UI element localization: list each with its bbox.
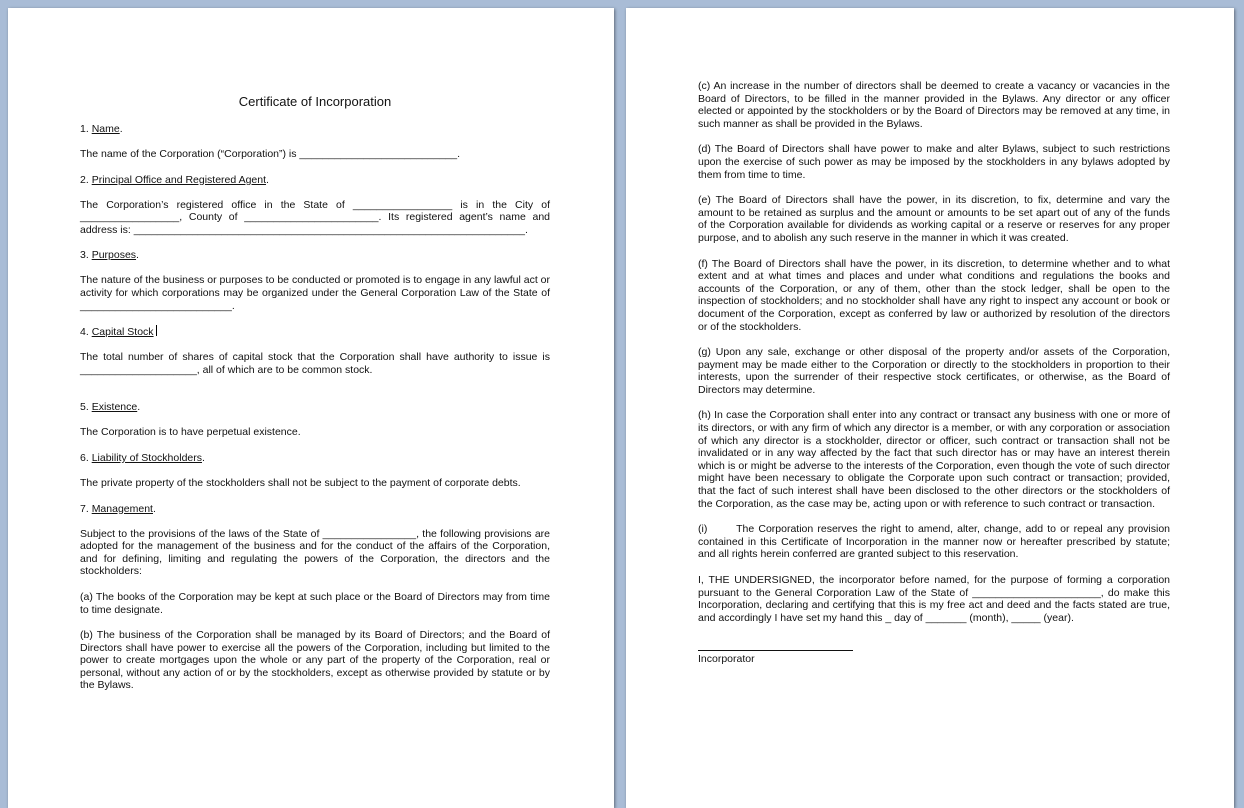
section-7-text: Subject to the provisions of the laws of the State of ________________, the following provisions are adopted for the management of the business and for the conduct of the affairs of the Corporation, and for defining, limiting and regulating the powers of the Corporation, the directors and the stockholders: — [80, 527, 550, 578]
clause-i-text: (i) The Corporation reserves the right to amend, alter, change, add to or repeal any provision contained in this Certificate of Incorporation in the manner now or hereafter prescribed by statute; and all rights herein conferred are granted subject to this reservation. — [698, 523, 1173, 561]
text-cursor — [156, 325, 157, 336]
clause-e-text: (e) The Board of Directors shall have the power, in its discretion, to fix, determine and vary the amount to be retained as surplus and the amount or amounts to be set apart out of any of the funds of the Corporation available for dividends as working capital or a reserve or reserves for any proper purpose, and to abolish any such reserve in the manner in which it was created. — [698, 194, 1170, 244]
clause-h-text: (h) In case the Corporation shall enter into any contract or transact any business with one or more of its directors, or with any firm of which any director is a member, or with any corporation or association of which any director is a stockholder, director or officer, such contract or transaction shall not be invalidated or in any way affected by the fact that such director has or may have an interest therein which is or might be adverse to the interests of the Corporation, even though the vote of such director might have been necessary to obligate the Corporate upon such contract or transaction; provided, that the fact of such interest shall have been disclosed to the other directors or the stockholders of the Corporation, as the case may be, acting upon or with reference to such contract or transaction. — [698, 409, 1170, 510]
section-1-text: The name of the Corporation (“Corporation”) is ___________________________. — [80, 148, 461, 160]
section-7b-text: (b) The business of the Corporation shall be managed by its Board of Directors; and the Board of Directors shall have power to exercise all the powers of the Corporation, including but limited to the power to create mortgages upon the whole or any part of the property of the Corporation, real or personal, without any action of or by the stockholders, except as otherwise provided by statute or by the Bylaws. — [80, 629, 550, 692]
section-6-heading: 6. Liability of Stockholders. — [80, 451, 205, 464]
section-5-heading: 5. Existence. — [80, 401, 141, 414]
section-1-heading: 1. Name. — [80, 123, 123, 135]
section-7a-text: (a) The books of the Corporation may be kept at such place or the Board of Directors may from time to time designate. — [80, 590, 550, 616]
document-title: Certificate of Incorporation — [238, 94, 392, 109]
clause-d-text: (d) The Board of Directors shall have power to make and alter Bylaws, subject to such restrictions upon the exercise of such power as may be imposed by the stockholders in any bylaws adopted by them from time to time. — [698, 143, 1170, 181]
section-2-heading: 2. Principal Office and Registered Agent. — [80, 173, 269, 186]
closing-text: I, THE UNDERSIGNED, the incorporator before named, for the purpose of forming a corporation pursuant to the General Corporation Law of the State of ______________________, do make this Incorporation, declaring and certifying that this is my free act and deed and the facts stated are true, and accordingly I have set my hand this _ day of _______ (month), _____ (year). — [698, 574, 1170, 624]
section-2-text: The Corporation’s registered office in the State of _________________ is in the City of _________________, County of _______________________. Its registered agent’s name and address is: ___________________________________________________________________. — [80, 198, 550, 236]
clause-f-text: (f) The Board of Directors shall have the power, in its discretion, to determine whether and to what extent and at what times and places and under what conditions and regulations the books and accounts of the Corporation, or any of them, other than the stock ledger, shall be open to the inspection of stockholders; and no stockholder shall have any right to inspect any account or book or document of the Corporation, except as conferred by law or authorized by resolution of the directors or of the stockholders. — [698, 257, 1170, 333]
section-7-heading: 7. Management. — [80, 502, 156, 515]
section-6-text: The private property of the stockholders shall not be subject to the payment of corporate debts. — [80, 476, 521, 489]
clause-c-text: (c) An increase in the number of directors shall be deemed to create a vacancy or vacancies in the Board of Directors, to be filled in the manner provided in the Bylaws. Any director or any officer elected or appointed by the stockholders or by the Board of Directors may be removed at any time, in such manner as shall be provided in the Bylaws. — [698, 80, 1170, 130]
document-page-2[interactable] — [626, 8, 1234, 808]
section-5-text: The Corporation is to have perpetual existence. — [80, 426, 301, 439]
document-page-1[interactable] — [8, 8, 614, 808]
section-3-heading: 3. Purposes. — [80, 249, 139, 262]
section-4-heading: 4. Capital Stock — [80, 325, 550, 338]
signature-line — [698, 650, 853, 651]
signature-label: Incorporator — [698, 653, 755, 666]
section-3-text: The nature of the business or purposes to be conducted or promoted is to engage in any lawful act or activity for which corporations may be organized under the General Corporation Law of the State of __________________________. — [80, 274, 550, 312]
section-4-text: The total number of shares of capital stock that the Corporation shall have authority to issue is ____________________, all of which are to be common stock. — [80, 351, 550, 376]
clause-g-text: (g) Upon any sale, exchange or other disposal of the property and/or assets of the Corporation, payment may be made either to the Corporation or directly to the stockholders in proportion to their interests, upon the surrender of their respective stock certificates, or otherwise, as the Board of Directors may determine. — [698, 346, 1170, 396]
